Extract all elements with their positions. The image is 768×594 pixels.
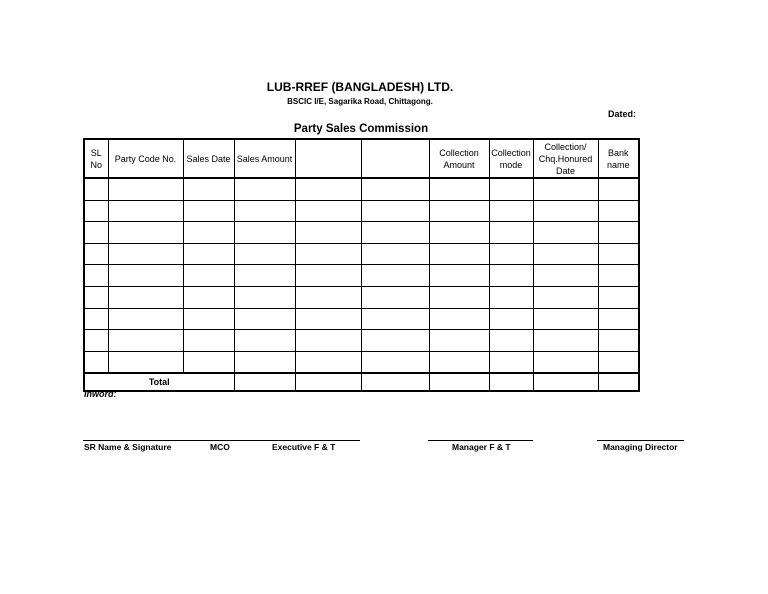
table-cell[interactable] [183,351,234,373]
table-cell[interactable] [108,265,183,287]
table-cell[interactable] [361,200,429,222]
table-cell[interactable] [361,351,429,373]
table-cell[interactable] [598,178,639,200]
total-row [84,373,639,391]
column-header-sl-no: SL No [84,139,108,178]
table-row [84,178,639,200]
table-cell[interactable] [361,243,429,265]
dated-label: Dated: [608,109,637,119]
table-cell[interactable] [598,200,639,222]
table-cell[interactable] [598,373,639,391]
table-cell[interactable] [489,330,533,352]
table-cell[interactable] [429,330,489,352]
signature-managing-director: Managing Director [603,442,678,452]
table-cell[interactable] [489,222,533,244]
table-cell[interactable] [598,265,639,287]
table-cell[interactable] [234,178,295,200]
table-cell[interactable] [108,308,183,330]
table-cell[interactable] [295,308,361,330]
table-cell[interactable] [533,265,598,287]
column-header-blank-1 [295,139,361,178]
table-cell[interactable] [429,178,489,200]
table-cell[interactable] [183,308,234,330]
column-header-party-code: Party Code No. [108,139,183,178]
table-cell[interactable] [533,351,598,373]
commission-table [83,138,640,392]
table-cell[interactable] [598,351,639,373]
table-cell[interactable] [234,222,295,244]
table-cell[interactable] [533,286,598,308]
inword-label: Inword: [84,389,117,399]
table-cell[interactable] [295,351,361,373]
table-cell[interactable] [234,330,295,352]
table-cell[interactable] [533,330,598,352]
company-name: LUB-RREF (BANGLADESH) LTD. [266,80,454,94]
table-cell[interactable] [489,351,533,373]
table-cell[interactable] [489,373,533,391]
signature-line-manager [428,440,533,441]
table-cell[interactable] [84,243,108,265]
table-cell[interactable] [183,243,234,265]
table-cell[interactable] [183,178,234,200]
table-cell[interactable] [183,200,234,222]
table-cell[interactable] [234,286,295,308]
table-cell[interactable] [84,351,108,373]
table-cell[interactable] [533,308,598,330]
table-cell[interactable] [429,351,489,373]
table-cell[interactable] [361,308,429,330]
table-cell[interactable] [295,200,361,222]
table-cell[interactable] [533,200,598,222]
column-header-honured-date: Collection/ Chq.Honured Date [533,139,598,178]
table-cell[interactable] [598,308,639,330]
table-cell[interactable] [295,265,361,287]
table-cell[interactable] [84,286,108,308]
table-cell[interactable] [598,222,639,244]
table-cell[interactable] [489,308,533,330]
signature-sr-name: SR Name & Signature [84,442,172,452]
table-cell[interactable] [429,200,489,222]
table-cell[interactable] [84,200,108,222]
table-cell[interactable] [361,265,429,287]
signature-executive: Executive F & T [272,442,336,452]
table-cell[interactable] [489,178,533,200]
table-cell[interactable] [84,308,108,330]
table-cell[interactable] [183,265,234,287]
table-cell[interactable] [84,330,108,352]
table-cell[interactable] [183,222,234,244]
table-cell[interactable] [183,330,234,352]
company-address: BSCIC I/E, Sagarika Road, Chittagong. [287,97,433,106]
column-header-sales-amount: Sales Amount [234,139,295,178]
table-cell[interactable] [108,243,183,265]
table-cell[interactable] [84,265,108,287]
signature-line-left [83,440,360,441]
table-cell[interactable] [489,243,533,265]
table-cell[interactable] [598,286,639,308]
table-cell[interactable] [429,286,489,308]
total-label: Total [84,373,234,391]
table-cell[interactable] [234,200,295,222]
form-title: Party Sales Commission [293,123,429,135]
column-header-collection-mode: Collection mode [489,139,533,178]
table-cell[interactable] [234,265,295,287]
table-cell[interactable] [361,286,429,308]
table-cell[interactable] [295,243,361,265]
table-cell[interactable] [84,222,108,244]
table-cell[interactable] [533,222,598,244]
table-cell[interactable] [361,373,429,391]
table-cell[interactable] [295,222,361,244]
table-cell[interactable] [489,286,533,308]
column-header-blank-2 [361,139,429,178]
table-cell[interactable] [108,222,183,244]
column-header-bank-name: Bank name [598,139,639,178]
table-cell[interactable] [234,243,295,265]
table-cell[interactable] [429,222,489,244]
table-cell[interactable] [361,330,429,352]
table-cell[interactable] [533,373,598,391]
table-cell[interactable] [429,265,489,287]
table-cell[interactable] [295,286,361,308]
table-cell[interactable] [108,351,183,373]
signature-mco: MCO [210,442,230,452]
table-cell[interactable] [108,200,183,222]
table-row [84,286,639,308]
table-row [84,351,639,373]
table-row [84,265,639,287]
table-cell[interactable] [429,373,489,391]
table-cell[interactable] [84,178,108,200]
table-cell[interactable] [598,330,639,352]
table-cell[interactable] [295,373,361,391]
table-cell[interactable] [489,265,533,287]
table-cell[interactable] [533,243,598,265]
table-cell[interactable] [598,243,639,265]
column-header-sales-date: Sales Date [183,139,234,178]
table-cell[interactable] [429,308,489,330]
table-cell[interactable] [533,178,598,200]
table-cell[interactable] [108,330,183,352]
table-cell[interactable] [234,351,295,373]
table-header-row [84,139,639,178]
table-cell[interactable] [183,286,234,308]
table-row [84,330,639,352]
table-cell[interactable] [361,222,429,244]
table-cell[interactable] [295,330,361,352]
table-row [84,200,639,222]
table-row [84,308,639,330]
table-row [84,243,639,265]
signature-manager: Manager F & T [452,442,511,452]
table-cell[interactable] [234,308,295,330]
table-cell[interactable] [234,373,295,391]
table-cell[interactable] [295,178,361,200]
table-cell[interactable] [108,178,183,200]
table-cell[interactable] [429,243,489,265]
table-row [84,222,639,244]
column-header-collection-amount: Collection Amount [429,139,489,178]
table-cell[interactable] [108,286,183,308]
signature-line-director [597,440,684,441]
table-cell[interactable] [489,200,533,222]
table-cell[interactable] [361,178,429,200]
